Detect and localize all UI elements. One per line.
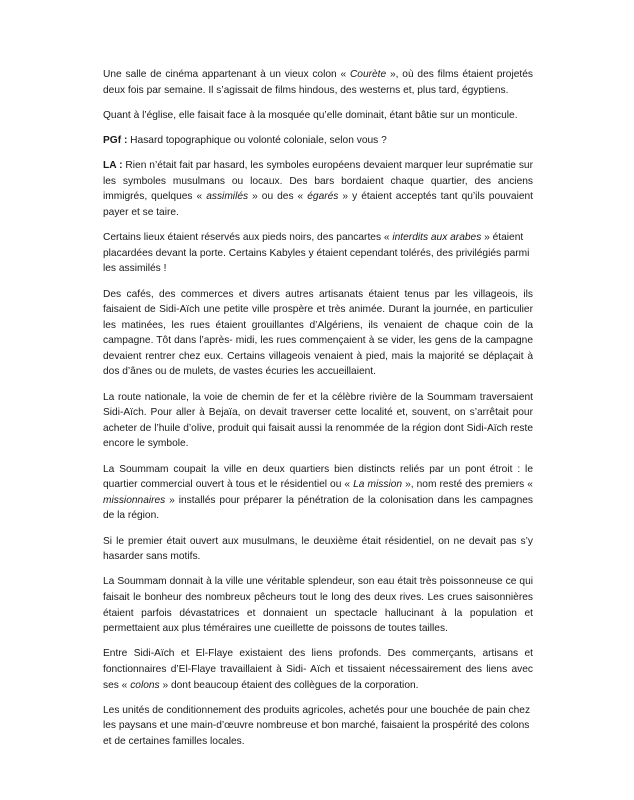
italic-text-run: La mission: [353, 479, 403, 491]
italic-text-run: Courète: [349, 69, 387, 80]
text-run: » ou des «: [248, 191, 308, 203]
paragraph-answer: [103, 158, 533, 220]
text-run: Une salle de cinéma appartenant à un vieux colon «: [103, 69, 350, 80]
text-run: Quant à l’église, elle faisait face à la mosquée qu’elle dominait, étant bâtie sur un monticule.: [103, 109, 518, 121]
italic-text-run: interdits aux arabes: [392, 232, 482, 244]
text-run: Rien n’était fait par hasard, les symboles européens devaient marquer leur suprématie sur les symboles musulmans ou locaux. Des bars bordaient chaque quartier, des anciens immigrés, quelques «: [103, 160, 533, 203]
text-run: » y étaient acceptés tant qu’ils pouvaient payer et se taire.: [103, 191, 533, 218]
text-run: La Soummam coupait la ville en deux quartiers bien distincts reliés par un pont étroit : le quartier commercial ouvert à tous et le résidentiel ou «: [103, 463, 533, 491]
paragraph-road: [103, 390, 533, 452]
text-run: », nom resté des premiers «: [402, 479, 533, 491]
italic-text-run: colons: [130, 679, 160, 691]
text-run: Certains lieux étaient réservés aux pieds noirs, des pancartes «: [103, 232, 393, 244]
text-run: La Soummam donnait à la ville une véritable splendeur, son eau était très poissonneuse ce qui faisait le bonheur des nombreux pêcheurs tout le long des deux rives. Les crues saisonnières étaient parfois dévastatrices et donnaient un spectacle hallucinant à la population et permettaient aux plus téméraires une cueillette de poissons de toutes tailles.: [103, 576, 533, 635]
text-run: La route nationale, la voie de chemin de fer et la célèbre rivière de la Soummam traversaient Sidi-Aïch. Pour aller à Bejaïa, on devait traverser cette localité et, souvent, on s’arrêtait pour acheter de l’huile d’olive, produit qui faisait aussi la renommée de la région dont Sidi-Aïch reste encore le symbole.: [103, 391, 533, 450]
text-run: Si le premier était ouvert aux musulmans, le deuxième était résidentiel, on ne devait pas s’y hasarder sans motifs.: [103, 535, 533, 563]
text-run: » dont beaucoup étaient des collègues de la corporation.: [159, 679, 419, 691]
speaker-label: LA :: [103, 160, 123, 172]
paragraph-reserved-places: [103, 230, 533, 277]
text-run: Les unités de conditionnement des produits agricoles, achetés pour une bouchée de pain chez les paysans et une main-d’œuvre nombreuse et bon marché, faisaient la prospérité des colons et de certaines familles locales.: [103, 704, 531, 747]
text-run: » installés pour préparer la pénétration de la colonisation dans les campagnes de la région.: [103, 494, 533, 522]
italic-text-run: missionnaires: [103, 494, 166, 506]
paragraph-question: [103, 133, 533, 149]
text-run: Hasard topographique ou volonté coloniale, selon vous ?: [127, 134, 387, 146]
paragraph-soummam-quarters: [103, 462, 533, 524]
italic-text-run: égarés: [307, 191, 339, 203]
text-run: Entre Sidi-Aïch et El-Flaye existaient des liens profonds. Des commerçants, artisans et fonctionnaires d’El-Flaye travaillaient à Sidi- Aïch et tissaient nécessairement des liens avec ses «: [103, 648, 533, 691]
paragraph-cafes: [103, 287, 533, 381]
paragraph-soummam-splendor: [103, 574, 533, 636]
text-run: » étaient placardées devant la porte. Certains Kabyles y étaient cependant tolérés, des privilégiés parmi les assimilés !: [103, 232, 530, 275]
document-page: [103, 67, 533, 759]
italic-text-run: assimilés: [206, 191, 249, 203]
paragraph-cinema: [103, 67, 533, 98]
paragraph-first-quarter: [103, 534, 533, 565]
text-run: », où des films étaient projetés deux fois par semaine. Il s’agissait de films hindous, des westerns et, plus tard, égyptiens.: [103, 69, 533, 96]
paragraph-church: [103, 108, 533, 124]
text-run: Des cafés, des commerces et divers autres artisanats étaient tenus par les villageois, ils faisaient de Sidi-Aïch une petite ville prospère et très animée. Durant la journée, en particulier les matinées, les rues étaient grouillantes d’Algériens, ils venaient de chaque coin de la campagne. Tôt dans l’après- midi, les rues commençaient à se vider, les gens de la campagne devaient rentrer chez eux. Certains villageois venaient à pied, mais la majorité se déplaçait à dos d’ânes ou de mulets, de vastes écuries les accueillaient.: [103, 288, 533, 378]
speaker-label: PGf :: [103, 134, 128, 146]
paragraph-el-flaye: [103, 646, 533, 693]
paragraph-agricultural-units: [103, 703, 533, 750]
